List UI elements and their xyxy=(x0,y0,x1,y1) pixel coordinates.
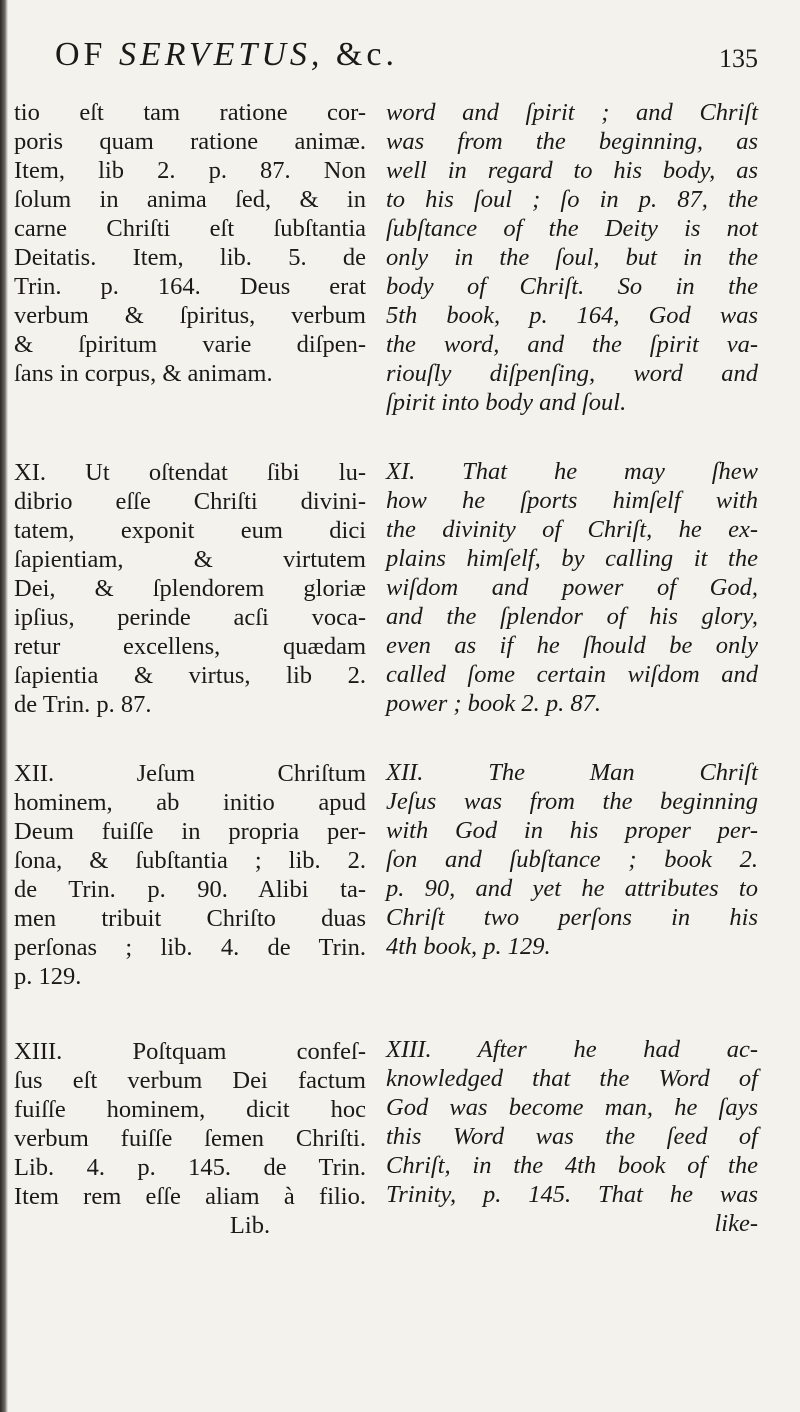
english-line: 4th book, p. 129. xyxy=(386,933,551,960)
latin-line: Trin. p. 164. Deus erat xyxy=(14,273,366,300)
english-paragraph xyxy=(386,758,758,961)
latin-line: ſapientiam, & virtutem xyxy=(14,546,366,573)
latin-line: ſans in corpus, & animam. xyxy=(14,360,273,387)
english-line: this Word was the ſeed of xyxy=(386,1123,758,1150)
english-line: the divinity of Chriſt, he ex- xyxy=(386,516,758,543)
latin-line: retur excellens, quædam xyxy=(14,633,366,660)
english-paragraph xyxy=(386,98,758,417)
latin-paragraph xyxy=(14,98,366,388)
latin-line: tatem, exponit eum dici xyxy=(14,517,366,544)
english-line: God was become man, he ſays xyxy=(386,1094,758,1121)
latin-line: & ſpiritum varie diſpen- xyxy=(14,331,366,358)
latin-line: ſapientia & virtus, lib 2. xyxy=(14,662,366,689)
latin-line: hominem, ab initio apud xyxy=(14,789,366,816)
english-line: only in the ſoul, but in the xyxy=(386,244,758,271)
latin-line: tio eſt tam ratione cor- xyxy=(14,99,366,126)
latin-line: Deum fuiſſe in propria per- xyxy=(14,818,366,845)
latin-line: Deitatis. Item, lib. 5. de xyxy=(14,244,366,271)
latin-line: ſus eſt verbum Dei factum xyxy=(14,1067,366,1094)
english-line: XII. The Man Chriſt xyxy=(386,759,758,786)
english-line: XI. That he may ſhew xyxy=(386,458,758,485)
latin-line: dibrio eſſe Chriſti divini- xyxy=(14,488,366,515)
english-line: and the ſplendor of his glory, xyxy=(386,603,758,630)
english-line: how he ſports himſelf with xyxy=(386,487,758,514)
latin-column xyxy=(14,98,366,1268)
english-line: wiſdom and power of God, xyxy=(386,574,758,601)
english-line: 5th book, p. 164, God was xyxy=(386,302,758,329)
running-title-suffix: &c. xyxy=(323,36,398,73)
latin-paragraph xyxy=(14,759,366,991)
english-line: even as if he ſhould be only xyxy=(386,632,758,659)
english-line: knowledged that the Word of xyxy=(386,1065,758,1092)
english-line: body of Chriſt. So in the xyxy=(386,273,758,300)
latin-line: Item, lib 2. p. 87. Non xyxy=(14,157,366,184)
english-line: Chriſt, in the 4th book of the xyxy=(386,1152,758,1179)
english-line: Chriſt two perſons in his xyxy=(386,904,758,931)
english-line: well in regard to his body, as xyxy=(386,157,758,184)
latin-line: XI. Ut oſtendat ſibi lu- xyxy=(14,459,366,486)
latin-line: de Trin. p. 90. Alibi ta- xyxy=(14,876,366,903)
english-line: power ; book 2. p. 87. xyxy=(386,690,602,717)
latin-line: verbum fuiſſe ſemen Chriſti. xyxy=(14,1125,366,1152)
english-line: riouſly diſpenſing, word and xyxy=(386,360,758,387)
latin-line: poris quam ratione animæ. xyxy=(14,128,366,155)
english-line: ſon and ſubſtance ; book 2. xyxy=(386,846,758,873)
english-paragraph xyxy=(386,1035,758,1238)
english-line: to his ſoul ; ſo in p. 87, the xyxy=(386,186,758,213)
english-line: like- xyxy=(714,1210,758,1237)
latin-paragraph xyxy=(14,1037,366,1240)
latin-line: Item rem eſſe aliam à filio. xyxy=(14,1183,366,1210)
latin-line: Lib. 4. p. 145. de Trin. xyxy=(14,1154,366,1181)
latin-line: p. 129. xyxy=(14,963,82,990)
latin-line: men tribuit Chriſto duas xyxy=(14,905,366,932)
english-paragraph xyxy=(386,457,758,718)
running-title xyxy=(55,36,398,74)
english-line: p. 90, and yet he attributes to xyxy=(386,875,758,902)
english-line: plains himſelf, by calling it the xyxy=(386,545,758,572)
english-line: called ſome certain wiſdom and xyxy=(386,661,758,688)
english-line: XIII. After he had ac- xyxy=(386,1036,758,1063)
latin-line: XIII. Poſtquam confeſ- xyxy=(14,1038,366,1065)
english-line: ſubſtance of the Deity is not xyxy=(386,215,758,242)
latin-line: verbum & ſpiritus, verbum xyxy=(14,302,366,329)
latin-line: ſona, & ſubſtantia ; lib. 2. xyxy=(14,847,366,874)
english-line: Jeſus was from the beginning xyxy=(386,788,758,815)
page-number: 135 xyxy=(719,44,758,73)
english-line: Trinity, p. 145. That he was xyxy=(386,1181,758,1208)
page-header xyxy=(0,36,800,76)
latin-line: de Trin. p. 87. xyxy=(14,691,152,718)
english-line: with God in his proper per- xyxy=(386,817,758,844)
english-line: was from the beginning, as xyxy=(386,128,758,155)
latin-line: fuiſſe hominem, dicit hoc xyxy=(14,1096,366,1123)
latin-line: ſolum in anima ſed, & in xyxy=(14,186,366,213)
latin-line: ipſius, perinde acſi voca- xyxy=(14,604,366,631)
latin-line: Dei, & ſplendorem gloriæ xyxy=(14,575,366,602)
latin-line: carne Chriſti eſt ſubſtantia xyxy=(14,215,366,242)
latin-paragraph xyxy=(14,458,366,719)
running-title-prefix: OF xyxy=(55,36,119,73)
latin-line: perſonas ; lib. 4. de Trin. xyxy=(14,934,366,961)
english-line: the word, and the ſpirit va- xyxy=(386,331,758,358)
english-column xyxy=(386,98,758,1266)
english-line: word and ſpirit ; and Chriſt xyxy=(386,99,758,126)
latin-line: XII. Jeſum Chriſtum xyxy=(14,760,366,787)
latin-line: Lib. xyxy=(229,1212,271,1239)
english-line: ſpirit into body and ſoul. xyxy=(386,389,627,416)
page-binding-edge xyxy=(0,0,8,1412)
running-title-name: SERVETUS, xyxy=(118,36,324,73)
